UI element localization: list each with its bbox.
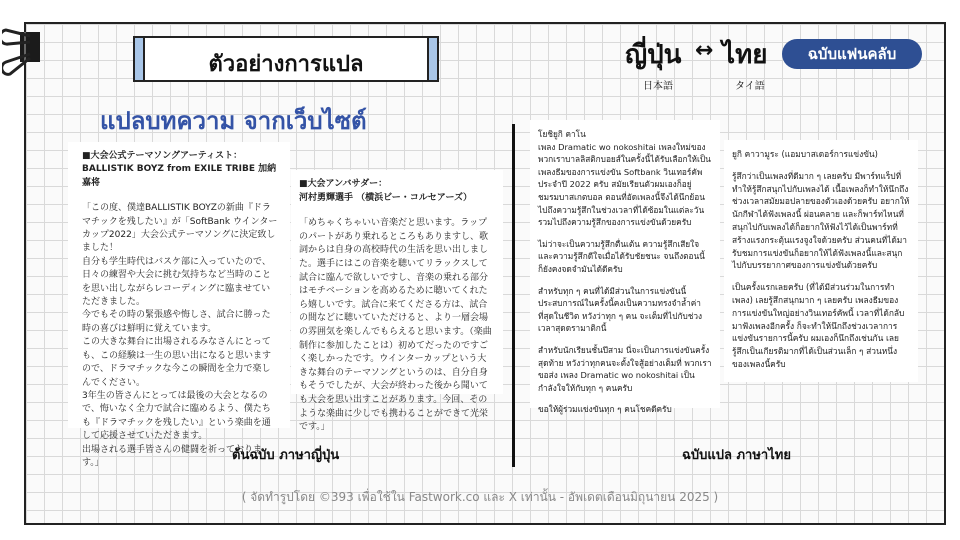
title-box xyxy=(133,36,439,82)
thai-card-1-p2: ไม่ว่าจะเป็นความรู้สึกตื่นเต้น ความรู้สึกเสียใจ และความรู้สึกดีใจเมื่อได้รับชัยชนะ จนถึงตอนนี้ ก็ยังคงจดจำมันได้ดีครับ xyxy=(538,238,705,274)
thai-card-1-p1: โยชิยูกิ คาโน เพลง Dramatic wo nokoshitai เพลงใหม่ของพวกเราบาลลิสติกบอยส์ในครั้งนี้ได้รับเลือกให้เป็นเพลงธีมของการแข่งขัน Softbank วินเทอร์คัพประจำปี 2022 ครับ สมัยเรียนตัวผมเองก็อยู่ชมรมบาสเกตบอล ตอนที่อัดเพลงนี้จึงได้นึกย้อนไปถึงความรู้สึกในช่วงเวลาที่ได้ซ้อมในแต่ละวัน รวมไปถึงความรู้สึกของการแข่งขันด้วยครับ xyxy=(538,129,711,228)
japanese-caption: ต้นฉบับ ภาษาญี่ปุ่น xyxy=(232,448,340,463)
japanese-card-2 xyxy=(291,170,503,433)
subtitle: แปลบทความ จากเว็บไซต์ xyxy=(100,107,367,135)
thai-card-1-p3: สำหรับทุก ๆ คนที่ได้มีส่วนในการแข่งขันนี้ ประสบการณ์ในครั้งนี้คงเป็นความทรงจำล้ำค่าที่สุดในชีวิต หวังว่าทุก ๆ คน จะเต็มที่ไปกับช่วงเวลาสุดดรามาติกนี้ xyxy=(538,285,703,334)
lang-target: ไทย xyxy=(722,40,768,70)
thai-card-2-p1: ยูกิ คาวามูระ (แอมบาสเดอร์การแข่งขัน) xyxy=(732,149,878,159)
thai-card-1-p4: สำหรับนักเรียนชั้นปีสาม นี่จะเป็นการแข่งขันครั้งสุดท้าย หวังว่าทุกคนจะตั้งใจสู้อย่างเต็มที่ พวกเราขอส่ง เพลง Dramatic wo nokoshitai เป็นกำลังใจให้กับทุก ๆ คนครับ xyxy=(538,344,712,393)
page-title: ตัวอย่างการแปล xyxy=(208,52,364,77)
fan-edition-badge: ฉบับแฟนคลับ xyxy=(782,39,922,69)
lang-source: ญี่ปุ่น xyxy=(625,40,682,70)
japanese-card-1-body: 「この度、僕達BALLISTIK BOYZの新曲『ドラマチックを残したい』が「SoftBank ウインターカップ2022」大会公式テーマソングに決定致しました！ 自分も学生時代はバスケ部に入っていたので、日々の練習や大会に挑む気持ちなど当時のことを思い出しながらレコーディングに臨ませていただきました。 今でもその時の緊張感や悔しさ、試合に勝った時の喜びは鮮明に覚えています。 この大きな舞台に出場されるみなさんにとっても、この経験は一生の思い出になると思いますので、ドラマチックな今この瞬間を全力で楽しんでください。 3年生の皆さんにとっては最後の大会となるので、悔いなく全力で試合に臨めるよう、僕たちも『ドラマチックを残したい』という楽曲を通して応援させていただきます。 出場される選手皆さんの健闘を祈っております。」 xyxy=(82,203,278,468)
thai-card-2-p2: รู้สึกว่าเป็นเพลงที่ดีมาก ๆ เลยครับ มีพาร์ทแร็ปที่ทำให้รู้สึกสนุกไปกับเพลงได้ เนื้อเพลงก็ทำให้นึกถึงช่วงเวลาสมัยมอปลายของตัวเองด้วยครับ อยากให้นักกีฬาได้ฟังเพลงนี้ ผ่อนคลาย และก็พาร์ทไหนที่สนุกไปกับเพลงได้ก็อยากให้ฟังไว้ได้เป็นพาร์ทที่สร้างแรงกระตุ้นแรงจูงใจด้วยครับ ส่วนคนที่ได้มารับชมการแข่งขันก็อยากให้ได้ฟังเพลงนี้และสนุกไปกับบรรยากาศของการแข่งขันด้วยครับ xyxy=(732,170,910,271)
footer-credit: ( จัดทำรูปโดย ©393 เพื่อใช้ใน Fastwork.co และ X เท่านั้น - อัพเดตเดือนมิถุนายน 2025 ) xyxy=(241,490,719,504)
thai-card-1 xyxy=(530,120,720,415)
binder-clip-icon xyxy=(2,18,56,88)
column-divider xyxy=(512,124,515,467)
lang-target-native: タイ語 xyxy=(735,81,765,92)
double-arrow-icon: ↔ xyxy=(695,38,714,63)
japanese-card-1-heading: ■大会公式テーマソングアーティスト： BALLISTIK BOYZ from EXILE TRIBE 加納嘉将 xyxy=(82,151,277,188)
thai-card-2-p3: เป็นครั้งแรกเลยครับ (ที่ได้มีส่วนร่วมในการทำเพลง) เลยรู้สึกสนุกมาก ๆ เลยครับ เพลงธีมของการแข่งขันใหญ่อย่างวินเทอร์คัพนี้ เวลาที่ได้กลับมาฟังเพลงอีกครั้ง ก็จะทำให้นึกถึงช่วงเวลาการแข่งขันรายการนี้ครับ ผมเองก็นึกถึงเช่นกัน เลยรู้สึกเป็นเกียรติมากที่ได้เป็นส่วนเล็ก ๆ ส่วนหนึ่งของเพลงนี้ครับ xyxy=(732,282,905,369)
japanese-card-2-heading: ■大会アンバサダー： 河村勇輝選手 （横浜ビー・コルセアーズ） xyxy=(299,179,473,203)
thai-card-2 xyxy=(724,140,918,382)
thai-card-1-p5: ขอให้ผู้ร่วมแข่งขันทุก ๆ คนโชคดีครับ xyxy=(538,404,672,415)
lang-source-native: 日本語 xyxy=(643,81,673,92)
japanese-card-2-body: 「めちゃくちゃいい音楽だと思います。ラップのパートがあり乗れるところもありますし、歌詞からは自身の高校時代の生活を思い出しました。選手にはこの音楽を聴いてリラックスして試合に臨んで欲しいですし、音楽の乗れる部分はモチベーションを高めるために聴いてくれたら嬉しいです。試合に来てくださる方は、試合の間などに聴いていただけると、より一層会場の雰囲気を楽しんでもらえると思います。（楽曲制作に参加したことは）初めてだったのですごく楽しかったです。ウインターカップという大きな舞台のテーマソングというのは、自分自身もそうでしたが、大会が終わった後から聞いても大会を思い出すことがあります。今回、そのような楽曲に少しでも携わることができて光栄です。」 xyxy=(299,218,492,433)
thai-caption: ฉบับแปล ภาษาไทย xyxy=(682,448,791,463)
